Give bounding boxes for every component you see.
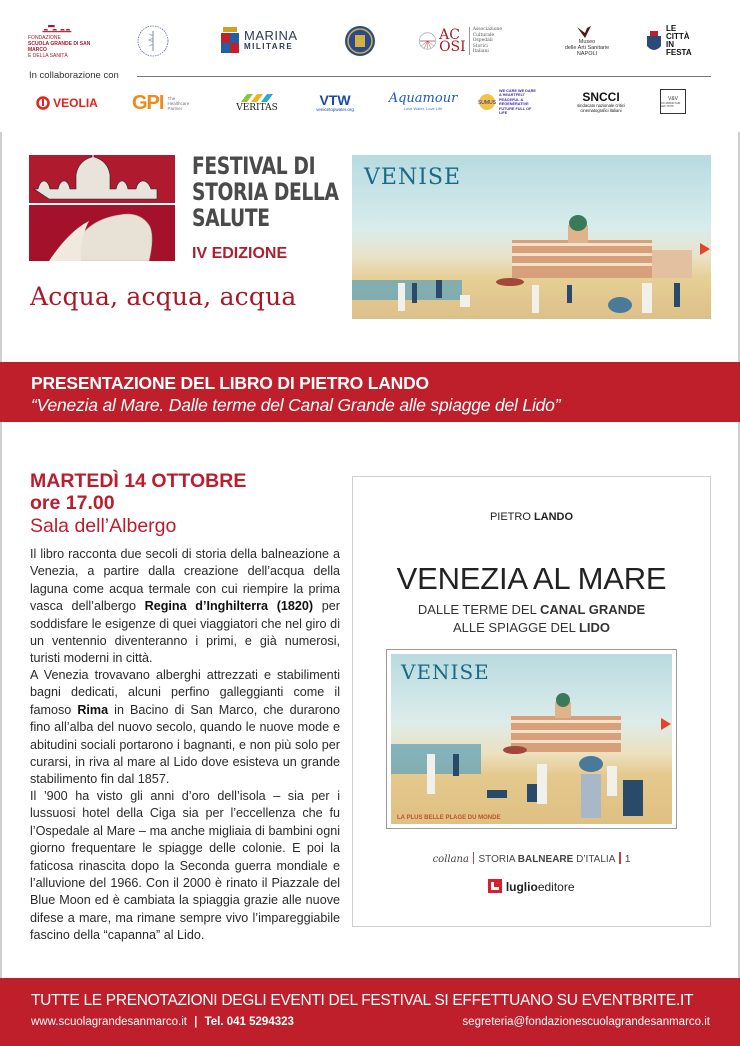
logo-tagline: WE CARE WE DARE A HEARTFELT PEACEFUL & REGENERATIVE FUTURE FULL OF LIFE xyxy=(499,88,536,115)
logo-text-line: FONDAZIONE xyxy=(28,35,61,41)
book-cover-artwork xyxy=(386,649,677,829)
book-subtitle-line-1 xyxy=(353,602,710,617)
festival-title-line: SALUTE xyxy=(192,204,270,232)
logo-tagline: UN JARDIN SUR LES TOITS xyxy=(661,101,681,108)
series-emphasis: BALNEARE xyxy=(517,854,574,865)
logo-scuola-grande-san-marco xyxy=(28,25,92,59)
logo-veolia xyxy=(29,93,105,113)
series-label: collana xyxy=(432,854,469,865)
book-subtitle-line-2 xyxy=(353,620,710,635)
description-paragraph-1 xyxy=(30,546,340,668)
publisher-logo xyxy=(353,879,710,894)
event-date: MARTEDÌ 14 OTTOBRE xyxy=(30,470,247,492)
artwork-footer-caption: LA PLUS BELLE PLAGE DU MONDE xyxy=(397,815,501,821)
logo-gpi xyxy=(132,91,212,115)
logo-tagline: The Healthcare Partner xyxy=(167,95,190,111)
logo-text: VTW xyxy=(319,92,351,108)
festival-title-line: FESTIVAL DI xyxy=(192,152,316,180)
navy-shield-icon xyxy=(220,27,240,55)
logo-text-line: Associazione xyxy=(472,27,502,33)
logo-text-line: MILITARE xyxy=(244,42,294,51)
logo-istituto-superiore-sanita xyxy=(136,24,170,58)
sumus-sun-icon xyxy=(478,93,496,111)
logo-text-line: MARINA xyxy=(244,28,298,43)
logo-text-line: CITTÀ xyxy=(666,32,690,41)
logo-sumus xyxy=(478,90,542,114)
logo-text: SNCCI xyxy=(582,90,620,104)
author-last-name: LANDO xyxy=(533,511,574,523)
logo-tagline: sindacato nazionale critici cinematografici italiani xyxy=(577,103,625,113)
paragraph-emphasis: Regina d’Inghilterra (1820) xyxy=(144,599,314,614)
festival-logo-image xyxy=(29,155,175,261)
festival-title xyxy=(192,153,339,231)
subtitle-emphasis: CANAL GRANDE xyxy=(539,602,646,617)
paragraph-emphasis: Rima xyxy=(77,702,109,717)
museum-mark-icon xyxy=(575,25,599,39)
caduceus-seal-icon xyxy=(136,24,170,58)
seal-icon xyxy=(344,25,376,57)
logo-vv xyxy=(660,89,686,114)
logo-text-line: Culturale xyxy=(472,32,495,38)
logo-text-line: FESTA xyxy=(666,48,692,57)
separator-bar xyxy=(619,852,621,864)
logo-text-line: Museo xyxy=(578,39,596,45)
logo-text-line: OSI xyxy=(439,39,466,55)
separator-bar xyxy=(473,852,475,864)
beach-scene-icon xyxy=(391,654,672,824)
logo-tagline: venicetopwater.org xyxy=(316,107,354,112)
subtitle-text: DALLE TERME DEL xyxy=(417,602,540,617)
book-title: VENEZIA AL MARE xyxy=(396,561,667,596)
logo-tagline: Love Water, Love Life xyxy=(403,105,443,111)
logo-text-line: E DELLA SANITÀ xyxy=(28,53,68,59)
logo-text: V&V xyxy=(667,95,678,102)
logo-text: GPI xyxy=(132,91,164,114)
separator: | xyxy=(194,1016,198,1028)
banner-title: PRESENTAZIONE DEL LIBRO DI PIETRO LANDO xyxy=(31,373,429,393)
partner-logos-header xyxy=(0,0,740,130)
city-crest-icon xyxy=(646,28,662,54)
collaboration-label: In collaborazione con xyxy=(29,70,119,81)
wheel-icon xyxy=(418,26,437,56)
footer-contacts xyxy=(31,1016,294,1028)
series-text: STORIA xyxy=(478,854,518,865)
logo-marina-militare xyxy=(220,26,300,56)
logo-text-line: IN xyxy=(666,40,674,49)
series-number: 1 xyxy=(624,854,631,865)
festival-title-line: STORIA DELLA xyxy=(192,178,339,206)
logo-text-line: NAPOLI xyxy=(576,51,598,57)
logo-text-line: Ospedali xyxy=(472,38,493,44)
logo-text-line: delle Arti Sanitarie xyxy=(564,45,610,51)
logo-text-line: LE xyxy=(666,24,677,33)
paragraph-text: in Bacino di San Marco, che durarono fino all’alba del nuovo secolo, quando le nuove mode e abitudini sociali portarono i bagnanti, e non più solo per curarsi, in riva al mare al Lido dove esisteva un grande stabilimento fin dal 1857. xyxy=(30,702,340,787)
collaboration-divider xyxy=(137,76,711,77)
veolia-mark-icon xyxy=(36,96,50,110)
beach-scene-icon xyxy=(352,155,711,319)
presentation-banner xyxy=(0,362,740,422)
logo-sncci xyxy=(570,90,632,114)
poster-caption: VENISE xyxy=(364,165,462,190)
festival-edition: IV EDIZIONE xyxy=(192,245,288,262)
logo-text-line: Storici xyxy=(472,43,488,49)
description-paragraph-3 xyxy=(30,788,340,945)
publisher-name-bold: luglio xyxy=(505,880,538,894)
logo-text: Aquamour xyxy=(388,90,458,106)
logo-vtw xyxy=(310,92,360,114)
book-author xyxy=(353,511,710,523)
event-time: ore 17.00 xyxy=(30,492,115,514)
paragraph-text: A Venezia trovavano alberghi attrezzati e stabilimenti bagni dedicati, alcuni perfino galleggianti come il famoso xyxy=(30,668,340,717)
footer-bar xyxy=(0,978,740,1046)
logo-citta-in-festa xyxy=(646,24,700,58)
subtitle-emphasis: LIDO xyxy=(578,620,611,635)
author-first-name: PIETRO xyxy=(489,511,531,523)
logo-text: VEOLIA xyxy=(53,96,98,110)
veritas-waves-icon xyxy=(239,93,275,103)
logo-museo-arti-sanitarie xyxy=(554,24,620,58)
logo-text-line: SCUOLA GRANDE DI SAN MARCO xyxy=(28,41,91,53)
artwork-caption: VENISE xyxy=(401,660,490,684)
email-link[interactable]: segreteria@fondazionescuolagrandesanmarco.it xyxy=(462,1016,710,1028)
festival-tagline: Acqua, acqua, acqua xyxy=(30,282,297,311)
basilica-lion-icon xyxy=(29,155,175,261)
paragraph-text: per soddisfare le esigenze di quei viaggiatori che nel giro di un ventennio diventeranno i primi, e già numerosi, turisti moderni in città. xyxy=(30,599,341,666)
svg-text:SUMUS: SUMUS xyxy=(478,100,496,106)
paragraph-text: Il libro racconta due secoli di storia della balneazione a Venezia, a partire dalla creazione dell’acqua della laguna come acqua termale con cui riempire la prima vasca dell’albergo xyxy=(30,547,340,614)
book-series xyxy=(353,852,710,865)
banner-subtitle: “Venezia al Mare. Dalle terme del Canal Grande alle spiagge del Lido” xyxy=(31,395,561,415)
description-paragraph-2 xyxy=(30,667,340,789)
logo-text-line: Italiani xyxy=(472,49,489,55)
phone-number[interactable]: Tel. 041 5294323 xyxy=(204,1016,294,1028)
venise-poster-image xyxy=(352,155,711,319)
subtitle-text: ALLE SPIAGGE DEL xyxy=(452,620,579,635)
logo-text-line: AC xyxy=(439,27,460,43)
logo-emblem-seal xyxy=(344,25,376,57)
domes-icon xyxy=(28,25,88,35)
logo-acosi xyxy=(418,24,502,58)
website-link[interactable]: www.scuolagrandesanmarco.it xyxy=(31,1016,187,1028)
booking-notice: TUTTE LE PRENOTAZIONI DEGLI EVENTI DEL FESTIVAL SI EFFETTUANO SU EVENTBRITE.IT xyxy=(31,992,694,1009)
book-cover xyxy=(352,476,711,927)
paragraph-text: Il ’900 ha visto gli anni d’oro dell’isola – sia per i lussuosi hotel della Ciga sia per l’eccellenza che fu l’Ospedale al Mare – ma anche migliaia di bambini ogni giorno frequentare le spiagge delle colonie. E poi la faticosa rinascita dopo la Seconda guerra mondiale e l’alluvione del 1966. Con il 2000 è rinato il Piazzale del Blue Moon ed è cambiata la spiaggia grazie alle nuove difese a mare, ma rimane sempre vivo l’impareggiabile fascino della “capanna” al Lido. xyxy=(30,789,340,943)
logo-veritas xyxy=(232,90,282,116)
publisher-name: editore xyxy=(537,880,575,894)
logo-text: VERITAS xyxy=(236,103,278,113)
logo-aquamour xyxy=(388,88,458,114)
series-text: D’ITALIA xyxy=(573,854,616,865)
event-venue: Sala dell’Albergo xyxy=(30,515,177,537)
publisher-mark-icon xyxy=(488,879,502,893)
